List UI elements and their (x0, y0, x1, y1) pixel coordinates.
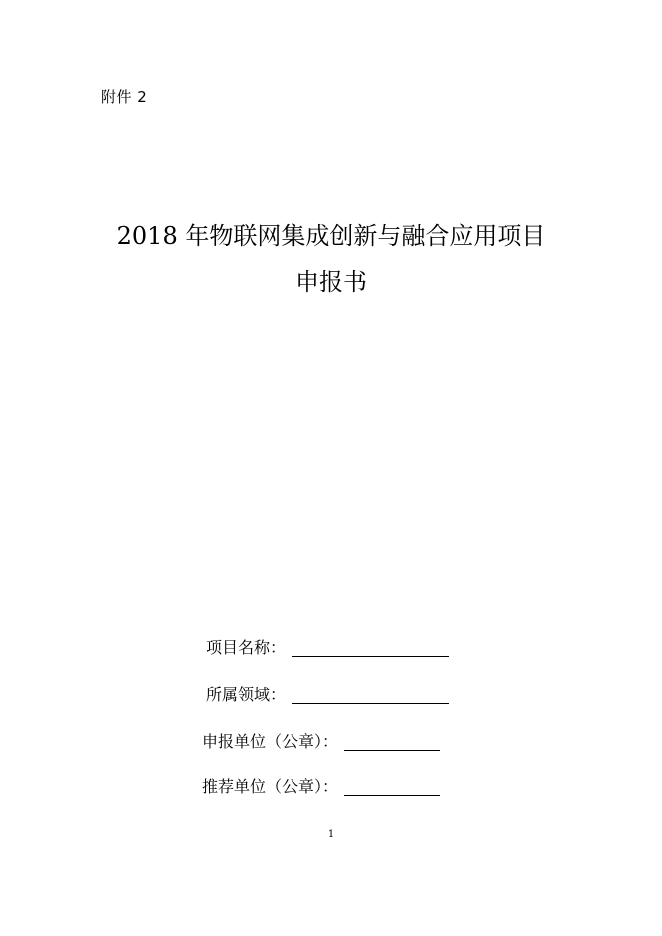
recommending-unit-label: 推荐单位（公章）： (202, 777, 339, 796)
applicant-unit-label: 申报单位（公章）： (202, 732, 339, 751)
page-number: 1 (327, 829, 335, 840)
applicant-unit-row (202, 730, 440, 754)
project-name-row (206, 636, 449, 660)
document-title: 2018 年物联网集成创新与融合应用项目 (116, 222, 546, 250)
attachment-label: 附件 2 (101, 88, 148, 106)
applicant-unit-field[interactable] (344, 732, 440, 751)
document-subtitle: 申报书 (295, 268, 367, 296)
field-domain-label: 所属领域： (206, 685, 287, 704)
field-domain-field[interactable] (292, 685, 449, 704)
field-domain-row (206, 683, 449, 707)
project-name-label: 项目名称： (206, 638, 287, 657)
project-name-field[interactable] (292, 638, 449, 657)
recommending-unit-row (202, 775, 440, 799)
recommending-unit-field[interactable] (344, 777, 440, 796)
